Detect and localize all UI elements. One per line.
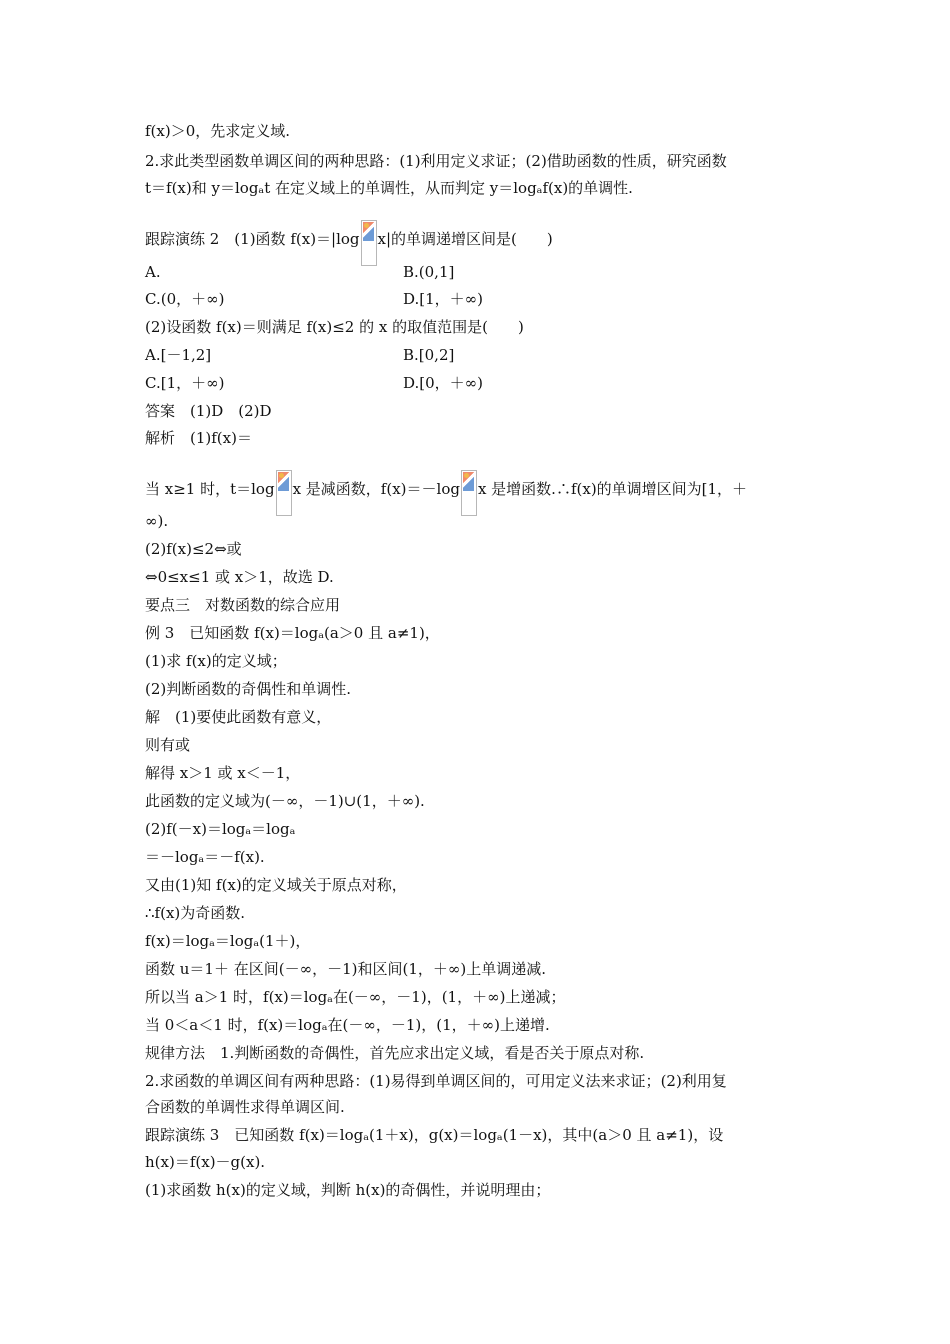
text-span: x 是减函数，f(x)＝－log bbox=[292, 480, 460, 498]
text-line: (1)求 f(x)的定义域； bbox=[145, 652, 287, 670]
text-line: (2)f(x)≤2⇔或 bbox=[145, 540, 242, 558]
choice-option: C.[1，＋∞) bbox=[145, 374, 225, 392]
text-span: 当 x≥1 时，t＝log bbox=[145, 480, 275, 498]
text-line: 又由(1)知 f(x)的定义域关于原点对称， bbox=[145, 876, 407, 894]
answer-line: 答案 (1)D (2)D bbox=[145, 402, 272, 420]
section-heading: 要点三 对数函数的综合应用 bbox=[145, 596, 341, 614]
text-span: x|的单调递增区间是( ) bbox=[377, 230, 553, 248]
exercise-heading: 跟踪演练 3 已知函数 f(x)＝logₐ(1＋x)，g(x)＝logₐ(1－x)，其中(a＞0 且 a≠1)，设 bbox=[145, 1126, 724, 1144]
text-line: 解得 x＞1 或 x＜－1， bbox=[145, 764, 301, 782]
choice-option: D.[1，＋∞) bbox=[403, 290, 484, 308]
exercise-heading bbox=[145, 220, 810, 266]
text-line: (2)f(－x)＝logₐ＝logₐ bbox=[145, 820, 296, 838]
text-line: 合函数的单调性求得单调区间. bbox=[145, 1098, 345, 1116]
text-line: ∴f(x)为奇函数. bbox=[145, 904, 246, 922]
example-heading: 例 3 已知函数 f(x)＝logₐ(a＞0 且 a≠1)， bbox=[145, 624, 440, 642]
solution-line: 解 (1)要使此函数有意义， bbox=[145, 708, 332, 726]
choice-option: B.[0,2] bbox=[403, 346, 455, 364]
text-span: 跟踪演练 2 (1)函数 f(x)＝|log bbox=[145, 230, 360, 248]
text-line: f(x)＝logₐ＝logₐ(1＋)， bbox=[145, 932, 311, 950]
text-line: ＝－logₐ＝－f(x). bbox=[145, 848, 265, 866]
text-line bbox=[145, 470, 810, 516]
text-span: x 是增函数.∴f(x)的单调增区间为[1，＋ bbox=[477, 480, 748, 498]
choice-option: A. bbox=[145, 263, 161, 281]
broken-image-icon bbox=[461, 470, 477, 516]
text-line: h(x)＝f(x)－g(x). bbox=[145, 1153, 266, 1171]
text-line: 则有或 bbox=[145, 736, 191, 754]
text-line: (2)判断函数的奇偶性和单调性. bbox=[145, 680, 352, 698]
text-line: 当 0＜a＜1 时，f(x)＝logₐ在(－∞，－1)，(1，＋∞)上递增. bbox=[145, 1016, 550, 1034]
choice-option: B.(0,1] bbox=[403, 263, 455, 281]
choice-option: D.[0，＋∞) bbox=[403, 374, 484, 392]
broken-image-icon bbox=[276, 470, 292, 516]
text-line: 此函数的定义域为(－∞，－1)∪(1，＋∞). bbox=[145, 792, 425, 810]
broken-image-icon bbox=[361, 220, 377, 266]
text-line: 2.求此类型函数单调区间的两种思路：(1)利用定义求证；(2)借助函数的性质，研究函数 bbox=[145, 152, 727, 170]
text-line: ⇔0≤x≤1 或 x＞1，故选 D. bbox=[145, 568, 334, 586]
analysis-line: 解析 (1)f(x)＝ bbox=[145, 429, 252, 447]
choice-option: C.(0，＋∞) bbox=[145, 290, 225, 308]
text-line: t＝f(x)和 y＝logₐt 在定义域上的单调性，从而判定 y＝logₐf(x)的单调性. bbox=[145, 179, 633, 197]
text-line: (1)求函数 h(x)的定义域，判断 h(x)的奇偶性，并说明理由； bbox=[145, 1181, 551, 1199]
text-line: 所以当 a＞1 时，f(x)＝logₐ在(－∞，－1)，(1，＋∞)上递减； bbox=[145, 988, 566, 1006]
text-line: 2.求函数的单调区间有两种思路：(1)易得到单调区间的，可用定义法来求证；(2)利用复 bbox=[145, 1072, 727, 1090]
text-line: (2)设函数 f(x)＝则满足 f(x)≤2 的 x 的取值范围是( ) bbox=[145, 318, 524, 336]
method-heading: 规律方法 1.判断函数的奇偶性，首先应求出定义域，看是否关于原点对称. bbox=[145, 1044, 645, 1062]
text-line: 函数 u＝1＋ 在区间(－∞，－1)和区间(1，＋∞)上单调递减. bbox=[145, 960, 546, 978]
choice-option: A.[－1,2] bbox=[145, 346, 212, 364]
text-line: f(x)＞0，先求定义域. bbox=[145, 122, 291, 140]
text-line: ∞). bbox=[145, 512, 169, 530]
